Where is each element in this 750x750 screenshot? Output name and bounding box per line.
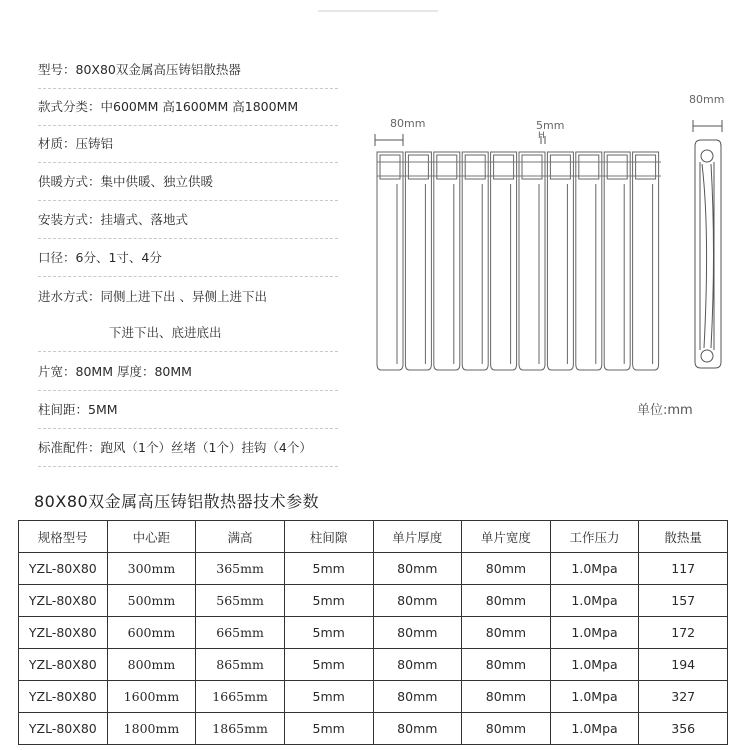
table-cell: YZL-80X80 xyxy=(19,617,108,649)
spec-table xyxy=(18,520,728,745)
radiator-fin xyxy=(519,152,545,370)
dim-depth-label: 80mm xyxy=(689,93,725,106)
dim-width-label: 80mm xyxy=(390,117,426,130)
table-cell: 157 xyxy=(639,585,728,617)
table-cell: 1600mm xyxy=(107,681,196,713)
dim-gap-label: 5mm xyxy=(536,119,565,132)
table-cell: 80mm xyxy=(462,553,551,585)
table-cell: YZL-80X80 xyxy=(19,553,108,585)
table-cell: 80mm xyxy=(462,585,551,617)
radiator-fin-header xyxy=(408,155,428,179)
table-cell: YZL-80X80 xyxy=(19,649,108,681)
spec-heating: 供暖方式：集中供暖、独立供暖 xyxy=(38,174,338,190)
radiator-fin xyxy=(604,152,630,370)
table-cell: 1.0Mpa xyxy=(550,585,639,617)
table-cell: 300mm xyxy=(107,553,196,585)
table-header-cell: 工作压力 xyxy=(550,521,639,553)
radiator-fin-header xyxy=(579,155,599,179)
table-cell: 5mm xyxy=(284,553,373,585)
table-title: 80X80双金属高压铸铝散热器技术参数 xyxy=(34,492,320,511)
table-header-cell: 规格型号 xyxy=(19,521,108,553)
table-row xyxy=(19,585,728,617)
table-cell: 5mm xyxy=(284,681,373,713)
spec-model: 型号：80X80双金属高压铸铝散热器 xyxy=(38,62,338,78)
table-cell: 800mm xyxy=(107,649,196,681)
table-cell: 80mm xyxy=(373,649,462,681)
dim-gap-mark: H xyxy=(538,131,545,141)
table-cell: 865mm xyxy=(196,649,285,681)
table-cell: 80mm xyxy=(462,713,551,745)
table-header-cell: 中心距 xyxy=(107,521,196,553)
table-header-cell: 单片厚度 xyxy=(373,521,462,553)
radiator-fin-header xyxy=(550,155,570,179)
spec-gap: 柱间距：5MM xyxy=(38,402,338,418)
table-cell: 1665mm xyxy=(196,681,285,713)
table-cell: 1800mm xyxy=(107,713,196,745)
table-header-row xyxy=(19,521,728,553)
table-cell: 1.0Mpa xyxy=(550,681,639,713)
table-cell: 117 xyxy=(639,553,728,585)
table-header-cell: 满高 xyxy=(196,521,285,553)
radiator-front-diagram xyxy=(365,128,670,378)
radiator-fin xyxy=(405,152,431,370)
radiator-fin xyxy=(434,152,460,370)
spec-inlet-more: 下进下出、底进底出 xyxy=(38,325,338,341)
table-cell: 194 xyxy=(639,649,728,681)
radiator-fin xyxy=(377,152,403,370)
spec-material: 材质：压铸铝 xyxy=(38,136,338,152)
spec-caliber: 口径：6分、1寸、4分 xyxy=(38,250,338,266)
radiator-fin xyxy=(576,152,602,370)
table-cell: 80mm xyxy=(462,681,551,713)
table-cell: 80mm xyxy=(373,553,462,585)
table-cell: 80mm xyxy=(462,617,551,649)
radiator-fin-header xyxy=(636,155,656,179)
table-row xyxy=(19,681,728,713)
table-cell: 356 xyxy=(639,713,728,745)
radiator-fin-header xyxy=(494,155,514,179)
spec-inlet: 进水方式：同侧上进下出 、异侧上进下出 xyxy=(38,289,267,304)
table-header-cell: 柱间隙 xyxy=(284,521,373,553)
table-cell: 5mm xyxy=(284,617,373,649)
radiator-fin xyxy=(547,152,573,370)
radiator-fin-header xyxy=(522,155,542,179)
radiator-side-diagram xyxy=(688,112,728,382)
table-cell: YZL-80X80 xyxy=(19,681,108,713)
table-cell: 172 xyxy=(639,617,728,649)
table-cell: 1865mm xyxy=(196,713,285,745)
table-row xyxy=(19,553,728,585)
radiator-fin xyxy=(633,152,659,370)
unit-label: 单位:mm xyxy=(637,403,693,418)
spec-width: 片宽：80MM 厚度：80MM xyxy=(38,364,338,380)
table-cell: 365mm xyxy=(196,553,285,585)
table-cell: YZL-80X80 xyxy=(19,585,108,617)
radiator-fin xyxy=(462,152,488,370)
table-cell: 5mm xyxy=(284,713,373,745)
table-cell: 1.0Mpa xyxy=(550,649,639,681)
table-cell: 600mm xyxy=(107,617,196,649)
table-cell: 1.0Mpa xyxy=(550,617,639,649)
table-row xyxy=(19,649,728,681)
table-header-cell: 散热量 xyxy=(639,521,728,553)
spec-install: 安装方式：挂墙式、落地式 xyxy=(38,212,338,228)
radiator-fin-header xyxy=(380,155,400,179)
table-cell: 80mm xyxy=(373,617,462,649)
radiator-fin-header xyxy=(437,155,457,179)
table-cell: 80mm xyxy=(373,585,462,617)
spec-accessories: 标准配件：跑风（1个）丝堵（1个）挂钩（4个） xyxy=(38,440,338,456)
table-cell: 80mm xyxy=(373,681,462,713)
table-cell: 327 xyxy=(639,681,728,713)
table-body xyxy=(19,553,728,745)
table-cell: 565mm xyxy=(196,585,285,617)
table-cell: 665mm xyxy=(196,617,285,649)
table-cell: 1.0Mpa xyxy=(550,553,639,585)
spec-styles: 款式分类：中600MM 高1600MM 高1800MM xyxy=(38,99,338,115)
table-row xyxy=(19,617,728,649)
table-cell: YZL-80X80 xyxy=(19,713,108,745)
radiator-fin xyxy=(491,152,517,370)
radiator-fin-header xyxy=(607,155,627,179)
table-header-cell: 单片宽度 xyxy=(462,521,551,553)
table-cell: 5mm xyxy=(284,585,373,617)
table-cell: 80mm xyxy=(373,713,462,745)
table-cell: 1.0Mpa xyxy=(550,713,639,745)
table-cell: 80mm xyxy=(462,649,551,681)
table-cell: 500mm xyxy=(107,585,196,617)
table-row xyxy=(19,713,728,745)
table-cell: 5mm xyxy=(284,649,373,681)
radiator-fin-header xyxy=(465,155,485,179)
top-divider xyxy=(318,0,438,12)
